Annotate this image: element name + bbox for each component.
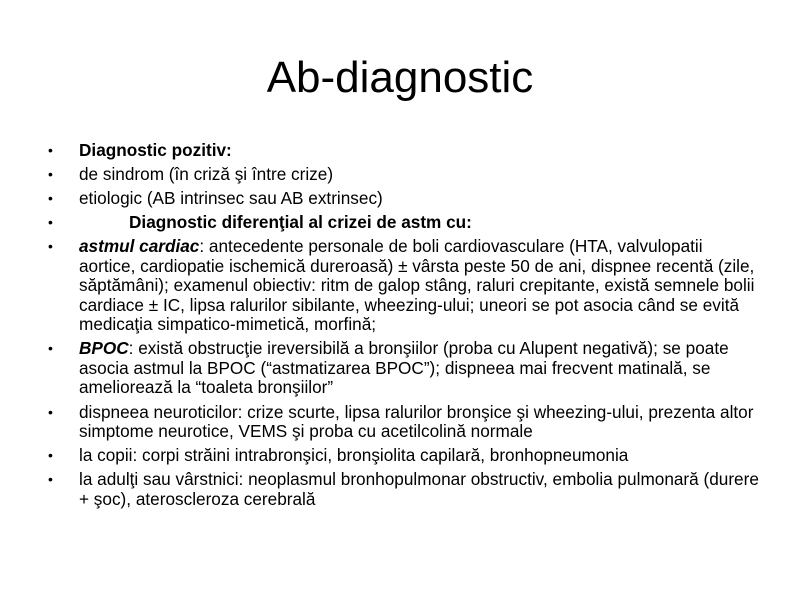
bullet-icon: • [48,471,53,488]
slide-title: Ab-diagnostic [266,53,534,102]
bullet-icon: • [48,142,53,158]
list-item-la-copii [48,446,760,466]
list-item-text: : antecedente personale de boli cardiovasculare (HTA, valvulopatii aortice, cardiopatie ischemică dureroasă) ± vârsta peste 50 de ani, dispnee recentă (zile, săptămâni); examenul obiectiv: ritm de galop stâng, raluri crepitante, există semnele bolii cardiace ± IC, lipsa ralurilor sibilante, wheezing-ului; uneori se pot asocia când se evită medicaţia simpatico-mimetică, morfină; [79,236,755,335]
list-item-text: dispneea neuroticilor: crize scurte, lipsa ralurilor bronşice şi wheezing-ului, prezenta altor simptome neurotice, VEMS şi proba cu acetilcolină normale [79,401,754,442]
list-item-text: etiologic (AB intrinsec sau AB extrinsec) [79,188,383,209]
bullet-icon: • [48,214,53,231]
list-item-sindrom [48,165,760,185]
bullet-icon: • [48,447,53,464]
list-item-diagnostic-pozitiv [48,141,760,161]
bullet-icon: • [48,238,53,255]
list-item-term: astmul cardiac [79,236,200,257]
list-item-bpoc [48,339,760,398]
list-item-text: : există obstrucţie ireversibilă a bronşiilor (proba cu Alupent negativă); se poate asocia astmul la BPOC (“astmatizarea BPOC”); dispneea mai frecvent matinală, se ameliorează la “toaleta bronşiilor” [79,338,729,398]
list-item-text: la copii: corpi străini intrabronşici, bronşiolita capilară, bronhopneumonia [79,445,629,466]
list-item-etiologic [48,189,760,209]
list-item-text: de sindrom (în criză şi între crize) [79,164,334,185]
list-item-diagnostic-diferential [48,213,760,233]
bullet-icon: • [48,190,53,207]
list-item-astmul-cardiac [48,237,760,335]
bullet-icon: • [48,340,53,357]
bullet-icon: • [48,403,53,420]
list-item-text: Diagnostic diferenţial al crizei de astm cu: [129,212,472,233]
list-item-dispneea-neuroticilor [48,403,760,442]
list-item-text: la adulţi sau vârstnici: neoplasmul bronhopulmonar obstructiv, embolia pulmonară (durere + şoc), ateroscleroza cerebrală [79,469,759,509]
bullet-icon: • [48,166,53,183]
list-item-term: BPOC [79,338,129,359]
bullet-list [48,141,760,514]
list-item-la-adulti [48,470,760,509]
list-item-text: Diagnostic pozitiv: [79,140,232,160]
